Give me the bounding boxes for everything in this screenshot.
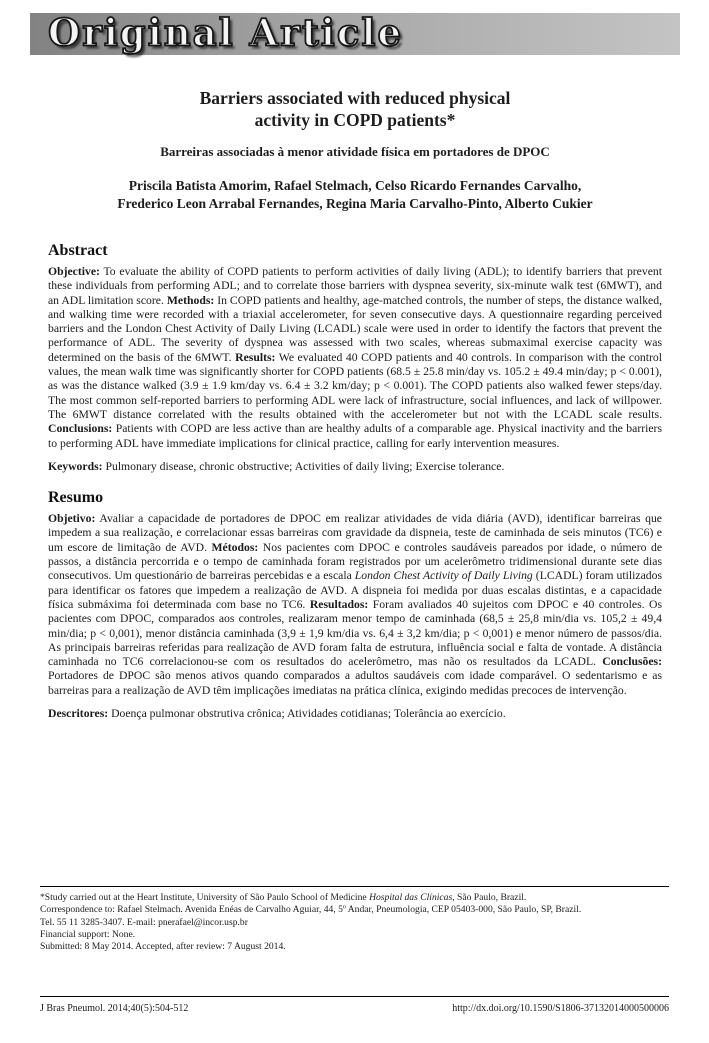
footnotes-block	[40, 886, 669, 953]
descritores-line	[48, 707, 662, 721]
resumo-objetivo-text: Avaliar a capacidade de portadores de DPOC em realizar atividades de vida diária (AVD), identificar barreiras que impedem a sua realização, e correlacionar essas barreiras com gravidade da dispneia, teste de caminhada de seis minutos (TC6) e um escore de limitação de AVD.	[48, 512, 662, 554]
resumo-resultados-label: Resultados:	[309, 597, 369, 611]
footnote-financial-support: Financial support: None.	[40, 928, 136, 940]
abstract-heading: Abstract	[48, 242, 108, 259]
abstract-methods-label: Methods:	[166, 293, 215, 307]
footnote-contact: Tel. 55 11 3285-3407. E-mail: pnerafael@incor.usp.br	[40, 916, 248, 928]
descritores-label: Descritores:	[48, 707, 109, 721]
page-footer	[40, 996, 669, 1014]
footnote-study-institution: Hospital das Clínicas	[369, 892, 453, 903]
journal-citation: J Bras Pneumol. 2014;40(5):504-512	[40, 1003, 189, 1014]
abstract-conclusions-text: Patients with COPD are less active than are healthy adults of a comparable age. Physical inactivity and the barriers to performing ADL have immediate implications for clinical practice, calling for early intervention measures.	[48, 422, 662, 450]
resumo-paragraph	[48, 512, 662, 698]
author-list	[48, 177, 662, 213]
article-type-label: Original Article	[48, 10, 403, 55]
abstract-conclusions-label: Conclusions:	[48, 422, 113, 436]
keywords-label: Keywords:	[48, 459, 103, 473]
keywords-text: Pulmonary disease, chronic obstructive; Activities of daily living; Exercise tolerance.	[102, 459, 505, 473]
article-title	[48, 88, 662, 131]
footnote-study	[40, 892, 669, 904]
abstract-paragraph	[48, 265, 662, 451]
resumo-lcadl-italic: London Chest Activity of Daily Living	[354, 569, 533, 583]
article-type-banner	[30, 10, 680, 55]
resumo-heading: Resumo	[48, 489, 104, 507]
author-line-2: Frederico Leon Arrabal Fernandes, Regina Maria Carvalho-Pinto, Alberto Cukier	[117, 196, 593, 211]
keywords-line	[48, 460, 662, 474]
footnote-study-post: , São Paulo, Brazil.	[452, 892, 527, 903]
descritores-text: Doença pulmonar obstrutiva crônica; Atividades cotidianas; Tolerância ao exercício.	[108, 707, 506, 721]
resumo-metodos-text-1: Nos pacientes com DPOC e controles saudáveis pareados por idade, o número de passos, a distância percorrida e o tempo de caminhada foram registrados por um acelerômetro tridimensional durante sete dias consecutivos. Um questionário de barreiras percebidas e a escala	[48, 540, 663, 583]
footnote-submitted: Submitted: 8 May 2014. Accepted, after review: 7 August 2014.	[40, 941, 286, 953]
footnote-study-pre: *Study carried out at the Heart Institute, University of São Paulo School of Medicine	[40, 892, 370, 903]
abstract-methods-text: In COPD patients and healthy, age-matched controls, the number of steps, the distance walked, and walking time were recorded with a triaxial accelerometer, for seven consecutive days. A questionnaire regarding perceived barriers and the London Chest Activity of Daily Living (LCADL) scale were used in order to identify the factors that prevent the performance of ADL. The severity of dyspnea was assessed with two scales, whereas submaximal exercise capacity was determined on the basis of the 6MWT.	[48, 293, 662, 364]
article-subtitle-pt: Barreiras associadas à menor atividade física em portadores de DPOC	[160, 144, 550, 159]
resumo-conclusoes-text: Portadores de DPOC são menos ativos quando comparados a adultos saudáveis com idade comparável. O sedentarismo e as barreiras para a realização de AVD têm implicações imediatas na prática clínica, exigindo medidas precoces de intervenção.	[48, 669, 662, 697]
resumo-resultados-text: Foram avaliados 40 sujeitos com DPOC e 40 controles. Os pacientes com DPOC, comparados aos controles, realizaram menor tempo de caminhada (68,5 ± 25,8 min/dia vs. 105,2 ± 49,4 min/dia; p < 0,001), menor distância caminhada (3,9 ± 1,9 km/dia vs. 6,4 ± 3,2 km/dia; p < 0,001) e menor número de passos/dia. As principais barreiras referidas para realização de AVD foram falta de estrutura, influência social e falta de vontade. A distância caminhada no TC6 correlacionou-se com os resultados do acelerômetro, mas não os resultados da LCADL.	[48, 597, 662, 669]
abstract-results-text: We evaluated 40 COPD patients and 40 controls. In comparison with the control values, the mean walk time was significantly shorter for COPD patients (68.5 ± 25.8 min/day vs. 105.2 ± 49.4 min/day; p < 0.001), as was the distance walked (3.9 ± 1.9 km/day vs. 6.4 ± 3.2 km/day; p < 0.001). The COPD patients also walked fewer steps/day. The most common self-reported barriers to performing ADL were lack of infrastructure, social influences, and lack of willpower. The 6MWT distance correlated with the results obtained with the accelerometer but not with the LCADL scale results.	[48, 350, 662, 421]
resumo-conclusoes-label: Conclusões:	[602, 655, 662, 669]
doi-link: http://dx.doi.org/10.1590/S1806-37132014000500006	[452, 1003, 669, 1014]
article-content	[48, 88, 662, 721]
footnote-correspondence: Correspondence to: Rafael Stelmach. Avenida Enéas de Carvalho Aguiar, 44, 5º Andar, Pneumologia, CEP 05403-000, São Paulo, SP, Brazil.	[40, 904, 582, 916]
abstract-objective-label: Objective:	[48, 265, 100, 278]
abstract-results-label: Results:	[235, 350, 276, 364]
title-line-2: activity in COPD patients*	[254, 109, 456, 130]
author-line-1: Priscila Batista Amorim, Rafael Stelmach, Celso Ricardo Fernandes Carvalho,	[128, 178, 582, 193]
resumo-metodos-text-2: (LCADL) foram utilizados para identificar os fatores que impedem a realização de AVD. A dispneia foi medida por duas escalas distintas, e a capacidade física submáxima foi determinada com base no TC6.	[48, 569, 662, 611]
resumo-objetivo-label: Objetivo:	[48, 512, 96, 526]
abstract-objective-text: To evaluate the ability of COPD patients to perform activities of daily living (ADL); to identify barriers that prevent these individuals from performing ADL; and to correlate those barriers with dyspnea severity, six-minute walk test (6MWT), and an ADL limitation score.	[48, 265, 662, 307]
resumo-metodos-label: Métodos:	[211, 540, 259, 554]
title-line-1: Barriers associated with reduced physical	[199, 88, 511, 108]
